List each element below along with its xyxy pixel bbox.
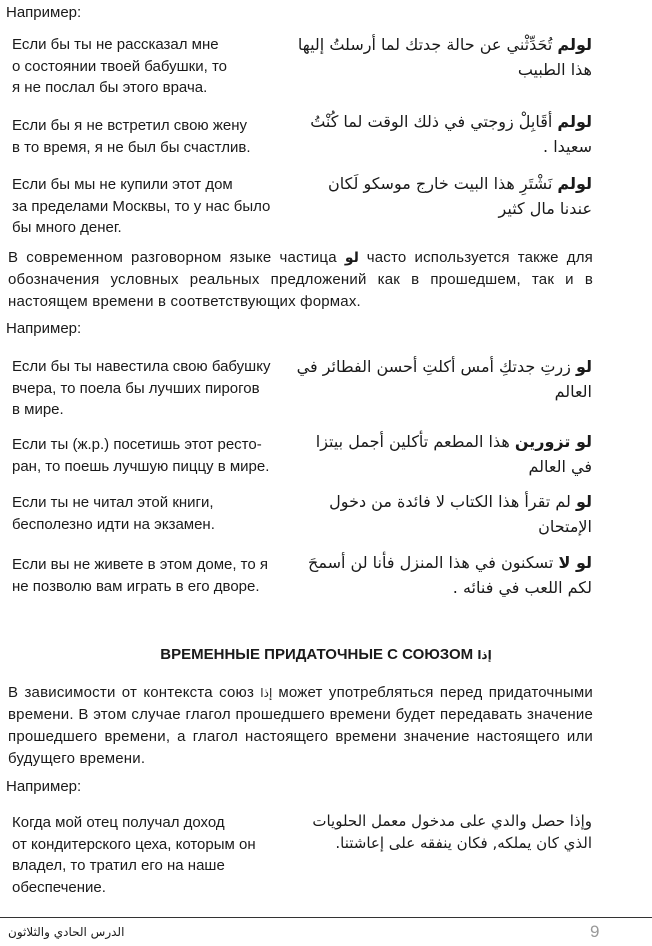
example-russian: Когда мой отец получал доход от кондитерского цеха, которым он владел, то тратил его на наше обеспечение. — [12, 814, 256, 896]
example-russian: Если ты (ж.р.) посетишь этот ресто- ран, то поешь лучшую пиццу в мире. — [12, 436, 270, 475]
example-arabic — [292, 171, 592, 221]
text: В зависимости от контекста союз — [8, 684, 261, 701]
text: может употребляться перед придаточными времени. В этом случае глагол прошедшего времени будет передавать значение прошедшего времени, а глагол настоящего времени значение настоящего или будущего времени. — [8, 684, 594, 767]
example-russian: Если ты не читал этой книги, бесполезно идти на экзамен. — [12, 494, 215, 533]
paragraph — [8, 247, 593, 313]
example-arabic — [292, 550, 592, 600]
text: В современном разговорном языке частица — [8, 249, 345, 266]
lesson-title: الدرس الحادي والثلاثون — [8, 925, 125, 939]
example-arabic — [292, 429, 592, 479]
arabic-lead: لولم — [557, 35, 592, 54]
text: часто используется также для обозначения условных реальных предложений как в прошедшем, так и в настоящем времени в соответствующих формах. — [8, 249, 593, 310]
arabic-lead: لو لا — [558, 553, 592, 572]
arabic-text: أقَابِلْ زوجتي في ذلك الوقت لما كُنْتُ سعيدا . — [310, 112, 592, 156]
arabic-particle: إذا — [477, 648, 492, 662]
footer-divider — [0, 917, 652, 918]
arabic-particle: لو — [344, 250, 359, 266]
example-label: Например: — [6, 4, 82, 21]
paragraph — [8, 682, 593, 770]
arabic-text: لم تقرأ هذا الكتاب لا فائدة من دخول الإمتحان — [329, 492, 592, 536]
page-number: 9 — [590, 922, 600, 941]
arabic-text: هذا المطعم تأكلين أجمل بيتزا في العالم — [315, 432, 592, 476]
arabic-particle: إذا — [260, 686, 273, 700]
example-label: Например: — [6, 320, 82, 337]
arabic-text: وإذا حصل والدي على مدخول معمل الحلويات الذي كان يملكه, فكان ينفقه على إعاشتنا. — [312, 812, 592, 852]
arabic-lead: لو — [575, 357, 592, 376]
example-arabic — [292, 109, 592, 159]
example-russian: Если бы ты навестила свою бабушку вчера, то поела бы лучших пирогов в мире. — [12, 358, 271, 418]
arabic-text: زرتِ جدتكِ أمس أكلتِ أحسن الفطائر في العالم — [296, 357, 592, 401]
arabic-text: نَشْتَرِ هذا البيت خارج موسكو لَكان عندنا مال كثير — [328, 174, 592, 218]
example-arabic — [292, 354, 592, 404]
arabic-text: تُحَدِّثْني عن حالة جدتك لما أرسلتُ إليها هذا الطبيب — [297, 35, 592, 79]
arabic-text: تسكنون في هذا المنزل فأنا لن أسمحَ لكم اللعب في فنائه . — [308, 553, 592, 597]
example-arabic — [292, 489, 592, 539]
arabic-lead: لو — [575, 492, 592, 511]
arabic-lead: لولم — [557, 174, 592, 193]
heading-text: ВРЕМЕННЫЕ ПРИДАТОЧНЫЕ С СОЮЗОМ — [160, 646, 478, 663]
example-arabic — [292, 810, 592, 854]
example-russian: Если бы ты не рассказал мне о состоянии твоей бабушки, то я не послал бы этого врача. — [12, 36, 228, 96]
example-label: Например: — [6, 778, 82, 795]
example-arabic — [292, 32, 592, 82]
example-russian: Если бы мы не купили этот дом за пределами Москвы, то у нас было бы много денег. — [12, 176, 271, 236]
arabic-lead: لو تزورين — [514, 432, 592, 451]
arabic-lead: لولم — [557, 112, 592, 131]
example-russian: Если бы я не встретил свою жену в то время, я не был бы счастлив. — [12, 117, 251, 156]
example-russian: Если вы не живете в этом доме, то я не позволю вам играть в его дворе. — [12, 556, 269, 595]
section-heading — [0, 646, 652, 663]
